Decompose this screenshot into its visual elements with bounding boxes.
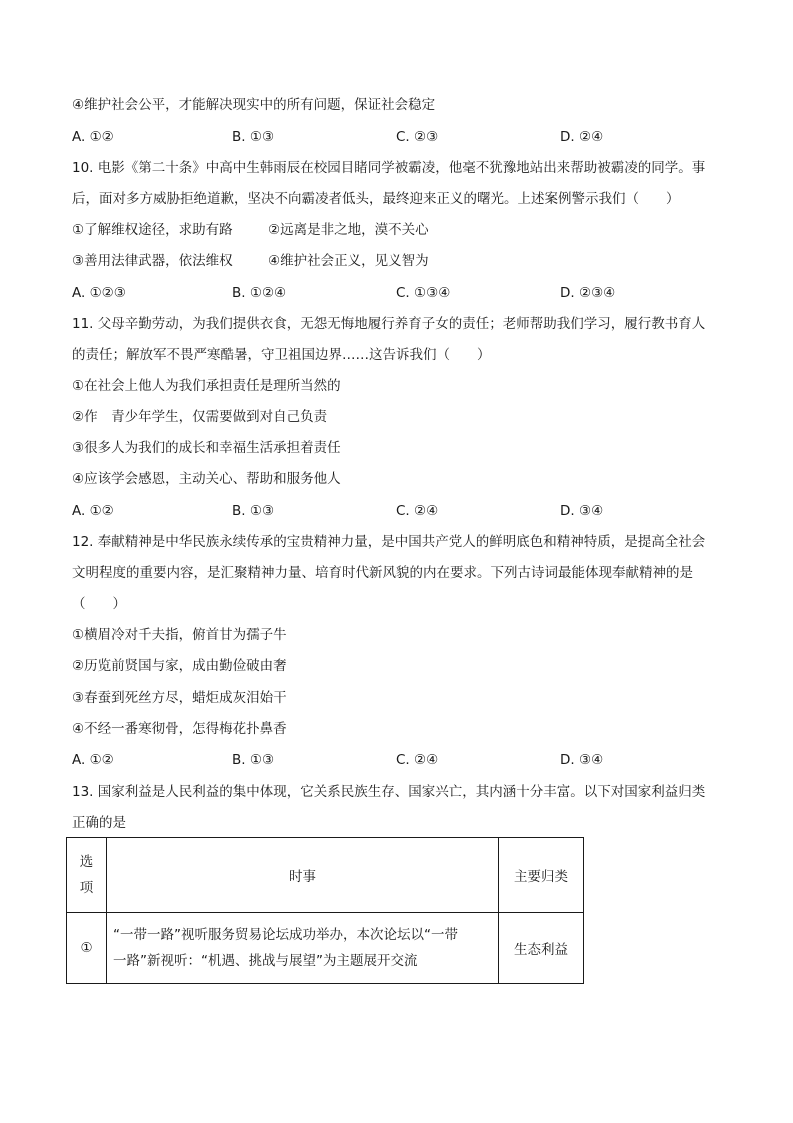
table-header-row: [67, 838, 584, 913]
q12-stem-line3: （ ）: [72, 596, 126, 612]
q9-option-b[interactable]: B. ①③: [232, 129, 275, 145]
q9-option-c[interactable]: C. ②③: [396, 129, 439, 145]
header-event-cell: 时事: [107, 838, 499, 913]
row-category-cell: 生态利益: [499, 913, 584, 984]
q11-option-a[interactable]: A. ①②: [72, 503, 114, 519]
q10-item1: ①了解维权途径，求助有路: [72, 222, 233, 238]
q10-item2: ②远离是非之地，漠不关心: [268, 222, 429, 238]
q10-option-c[interactable]: C. ①③④: [396, 285, 451, 301]
header-option-line2: 项: [79, 880, 94, 896]
q9-option-d[interactable]: D. ②④: [560, 129, 604, 145]
q10-option-b[interactable]: B. ①②④: [232, 285, 287, 301]
q11-item1: ①在社会上他人为我们承担责任是理所当然的: [72, 378, 341, 394]
q11-stem-line1: 11. 父母辛勤劳动，为我们提供衣食，无怨无悔地履行养育子女的责任；老师帮助我们学习，履行教书育人: [72, 316, 706, 332]
q12-item2: ②历览前贤国与家，成由勤俭破由奢: [72, 658, 287, 674]
header-option-line1: 选: [79, 854, 94, 870]
q10-stem-line2: 后，面对多方威胁拒绝道歉，坚决不向霸凌者低头，最终迎来正义的曙光。上述案例警示我们（ ）: [72, 191, 680, 207]
table-row: [67, 913, 584, 984]
q11-item3: ③很多人为我们的成长和幸福生活承担着责任: [72, 440, 341, 456]
q12-stem-line2: 文明程度的重要内容，是汇聚精神力量、培育时代新风貌的内在要求。下列古诗词最能体现奉献精神的是: [72, 565, 693, 581]
q9-item4: ④维护社会公平，才能解决现实中的所有问题，保证社会稳定: [72, 97, 436, 113]
q9-option-a[interactable]: A. ①②: [72, 129, 114, 145]
q10-item4: ④维护社会正义，见义智为: [268, 253, 429, 269]
q12-item1: ①横眉冷对千夫指，俯首甘为孺子牛: [72, 627, 287, 643]
q11-option-d[interactable]: D. ③④: [560, 503, 604, 519]
q10-option-d[interactable]: D. ②③④: [560, 285, 616, 301]
q12-item3: ③春蚕到死丝方尽，蜡炬成灰泪始干: [72, 690, 287, 706]
row-event-cell: [107, 913, 499, 984]
q11-option-b[interactable]: B. ①③: [232, 503, 275, 519]
header-option-cell: [67, 838, 107, 913]
q11-item4: ④应该学会感恩，主动关心、帮助和服务他人: [72, 471, 341, 487]
q10-item3: ③善用法律武器，依法维权: [72, 253, 233, 269]
q10-stem-line1: 10. 电影《第二十条》中高中生韩雨辰在校园目睹同学被霸凌，他毫不犹豫地站出来帮助被霸凌的同学。事: [72, 160, 706, 176]
q12-option-a[interactable]: A. ①②: [72, 752, 114, 768]
row-event-line1: “一带一路”视听服务贸易论坛成功举办，本次论坛以“一带: [113, 927, 458, 943]
q12-option-b[interactable]: B. ①③: [232, 752, 275, 768]
q12-item4: ④不经一番寒彻骨，怎得梅花扑鼻香: [72, 721, 287, 737]
q12-stem-line1: 12. 奉献精神是中华民族永续传承的宝贵精神力量，是中国共产党人的鲜明底色和精神特质，是提高全社会: [72, 534, 706, 550]
q13-table: [66, 837, 584, 984]
q11-item2: ②作 青少年学生，仅需要做到对自己负责: [72, 409, 328, 425]
q11-stem-line2: 的责任；解放军不畏严寒酷暑，守卫祖国边界……这告诉我们（ ）: [72, 347, 491, 363]
q12-option-c[interactable]: C. ②④: [396, 752, 439, 768]
q10-option-a[interactable]: A. ①②③: [72, 285, 126, 301]
q13-stem-line1: 13. 国家利益是人民利益的集中体现，它关系民族生存、国家兴亡，其内涵十分丰富。以下对国家利益归类: [72, 784, 706, 800]
q11-option-c[interactable]: C. ②④: [396, 503, 439, 519]
header-category-cell: 主要归类: [499, 838, 584, 913]
row-option-cell: ①: [67, 913, 107, 984]
row-event-line2: 一路”新视听：“机遇、挑战与展望”为主题展开交流: [113, 953, 418, 969]
q13-stem-line2: 正确的是: [72, 815, 126, 831]
q12-option-d[interactable]: D. ③④: [560, 752, 604, 768]
